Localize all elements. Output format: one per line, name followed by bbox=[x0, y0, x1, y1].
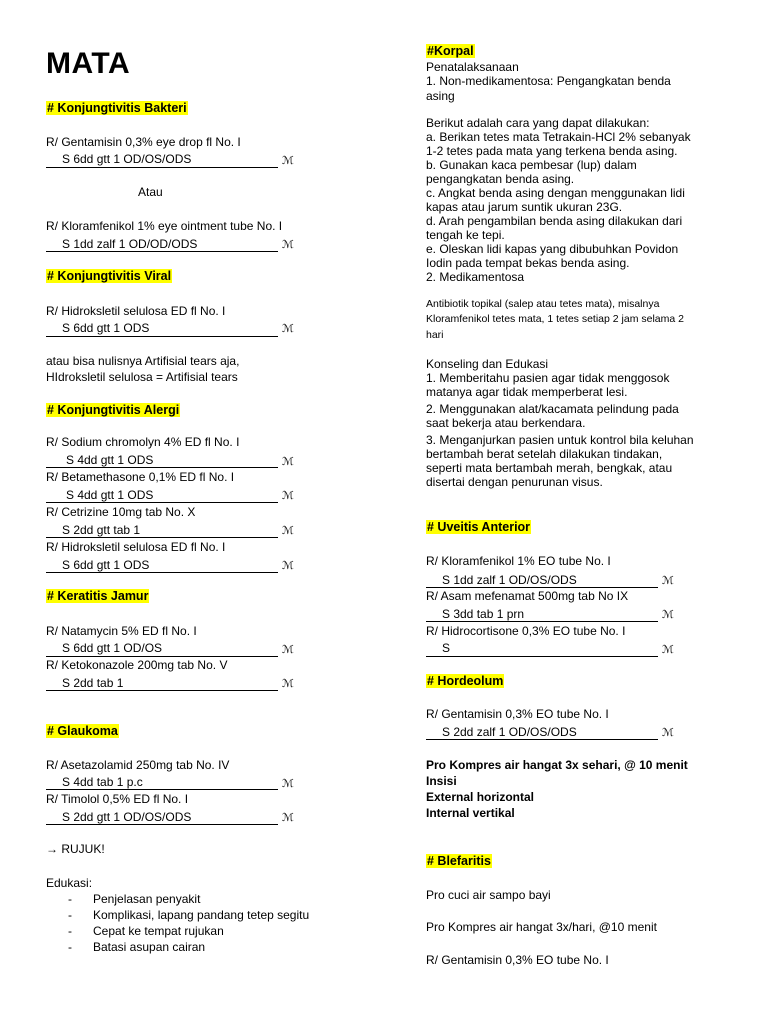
konseling-text: matanya agar tidak memperberat lesi. bbox=[426, 385, 628, 399]
signature-mark-icon: ℳ bbox=[662, 575, 674, 587]
pro-line: Pro cuci air sampo bayi bbox=[426, 888, 551, 902]
signa-underline bbox=[46, 824, 278, 825]
heading-uveitis-anterior: # Uveitis Anterior bbox=[427, 520, 531, 534]
signa-line: S 2dd zalf 1 OD/OS/ODS bbox=[442, 725, 577, 739]
edukasi-item: Penjelasan penyakit bbox=[93, 892, 201, 906]
rx-line: R/ Timolol 0,5% ED fl No. I bbox=[46, 792, 189, 806]
atau-text: Atau bbox=[138, 185, 163, 199]
heading-konjungtivitis-alergi: # Konjungtivitis Alergi bbox=[47, 403, 180, 417]
signature-mark-icon: ℳ bbox=[282, 778, 294, 790]
signature-mark-icon: ℳ bbox=[282, 678, 294, 690]
korpal-text: d. Arah pengambilan benda asing dilakukan dari bbox=[426, 214, 683, 228]
note-line: atau bisa nulisnya Artifisial tears aja, bbox=[46, 354, 240, 368]
signa-underline bbox=[46, 690, 278, 691]
korpal-text: kapas atau jarum suntik ukuran 23G. bbox=[426, 200, 623, 214]
edukasi-item: Batasi asupan cairan bbox=[93, 940, 206, 954]
korpal-text: Berikut adalah cara yang dapat dilakukan: bbox=[426, 116, 650, 130]
signa-line: S bbox=[442, 641, 451, 655]
konseling-text: 1. Memberitahu pasien agar tidak menggosok bbox=[426, 371, 670, 385]
edukasi-item: Komplikasi, lapang pandang tetep segitu bbox=[93, 908, 310, 922]
signa-underline bbox=[426, 739, 658, 740]
heading-blefaritis: # Blefaritis bbox=[427, 854, 491, 868]
signature-mark-icon: ℳ bbox=[282, 812, 294, 824]
signature-mark-icon: ℳ bbox=[282, 456, 294, 468]
signature-mark-icon: ℳ bbox=[282, 323, 294, 335]
konseling-text: Konseling dan Edukasi bbox=[426, 357, 549, 371]
signature-mark-icon: ℳ bbox=[662, 727, 674, 739]
signa-underline bbox=[46, 251, 278, 252]
rx-line: R/ Gentamisin 0,3% eye drop fl No. I bbox=[46, 135, 241, 149]
list-bullet: - bbox=[68, 908, 72, 922]
korpal-text: 1-2 tetes pada mata yang terkena benda asing. bbox=[426, 144, 678, 158]
pro-line: Pro Kompres air hangat 3x/hari, @10 menit bbox=[426, 920, 657, 934]
korpal-text: Penatalaksanaan bbox=[426, 60, 519, 74]
signa-line: S 4dd tab 1 p.c bbox=[62, 775, 143, 789]
insisi-text: Insisi bbox=[426, 774, 457, 788]
rx-line: R/ Asetazolamid 250mg tab No. IV bbox=[46, 758, 230, 772]
rujuk-line bbox=[46, 842, 105, 856]
edukasi-item: Cepat ke tempat rujukan bbox=[93, 924, 224, 938]
signature-mark-icon: ℳ bbox=[662, 644, 674, 656]
konseling-text: saat bekerja atau berkendara. bbox=[426, 416, 586, 430]
signa-line: S 6dd gtt 1 ODS bbox=[62, 558, 150, 572]
korpal-text: c. Angkat benda asing dengan menggunakan lidi bbox=[426, 186, 685, 200]
korpal-text: asing bbox=[426, 89, 455, 103]
rx-line: R/ Hidroksletil selulosa ED fl No. I bbox=[46, 304, 226, 318]
signa-line: S 6dd gtt 1 OD/OS/ODS bbox=[62, 152, 192, 166]
korpal-text: pengangkatan benda asing. bbox=[426, 172, 575, 186]
korpal-text: b. Gunakan kaca pembesar (lup) dalam bbox=[426, 158, 637, 172]
antibiotik-text: Kloramfenikol tetes mata, 1 tetes setiap 2 jam selama 2 bbox=[426, 313, 684, 325]
rx-line: R/ Hidrocortisone 0,3% EO tube No. I bbox=[426, 624, 626, 638]
signa-underline bbox=[46, 167, 278, 168]
edukasi-label: Edukasi: bbox=[46, 876, 93, 890]
signature-mark-icon: ℳ bbox=[282, 490, 294, 502]
korpal-text: a. Berikan tetes mata Tetrakain-HCl 2% sebanyak bbox=[426, 130, 691, 144]
rx-line: R/ Sodium chromolyn 4% ED fl No. I bbox=[46, 435, 240, 449]
konseling-text: 2. Menggunakan alat/kacamata pelindung pada bbox=[426, 402, 679, 416]
rx-line: R/ Gentamisin 0,3% EO tube No. I bbox=[426, 707, 609, 721]
signa-underline bbox=[46, 656, 278, 657]
rx-line: R/ Gentamisin 0,3% EO tube No. I bbox=[426, 953, 609, 967]
signa-underline bbox=[46, 467, 278, 468]
rujuk-text: RUJUK! bbox=[61, 842, 105, 856]
signa-line: S 6dd gtt 1 OD/OS bbox=[62, 641, 163, 655]
signa-line: S 2dd gtt tab 1 bbox=[62, 523, 141, 537]
korpal-text: tengah ke tepi. bbox=[426, 228, 505, 242]
rx-line: R/ Hidroksletil selulosa ED fl No. I bbox=[46, 540, 226, 554]
signature-mark-icon: ℳ bbox=[282, 155, 294, 167]
konseling-text: 3. Menganjurkan pasien untuk kontrol bila keluhan bbox=[426, 433, 694, 447]
rx-line: R/ Natamycin 5% ED fl No. I bbox=[46, 624, 197, 638]
heading-konjungtivitis-bakteri: # Konjungtivitis Bakteri bbox=[47, 101, 187, 115]
signature-mark-icon: ℳ bbox=[282, 239, 294, 251]
signa-line: S 4dd gtt 1 ODS bbox=[66, 453, 154, 467]
antibiotik-text: hari bbox=[426, 329, 444, 341]
heading-hordeolum: # Hordeolum bbox=[427, 674, 504, 688]
signa-line: S 6dd gtt 1 ODS bbox=[62, 321, 150, 335]
rx-line: R/ Kloramfenikol 1% eye ointment tube No. I bbox=[46, 219, 283, 233]
list-bullet: - bbox=[68, 924, 72, 938]
signa-line: S 2dd tab 1 bbox=[62, 676, 124, 690]
insisi-external-text: External horizontal bbox=[426, 790, 535, 804]
rx-line: R/ Betamethasone 0,1% ED fl No. I bbox=[46, 470, 235, 484]
signa-underline bbox=[46, 537, 278, 538]
signa-line: S 2dd gtt 1 OD/OS/ODS bbox=[62, 810, 192, 824]
arrow-right-icon: → bbox=[46, 842, 58, 856]
rx-line: R/ Kloramfenikol 1% EO tube No. I bbox=[426, 554, 611, 568]
pro-line: Pro Kompres air hangat 3x sehari, @ 10 menit bbox=[426, 758, 688, 772]
konseling-text: seperti mata bertambah merah, bengkak, atau bbox=[426, 461, 673, 475]
korpal-text: 1. Non-medikamentosa: Pengangkatan benda bbox=[426, 74, 671, 88]
signa-underline bbox=[46, 572, 278, 573]
rx-line: R/ Ketokonazole 200mg tab No. V bbox=[46, 658, 228, 672]
signa-underline bbox=[426, 656, 658, 657]
korpal-text: 2. Medikamentosa bbox=[426, 270, 525, 284]
heading-korpal: #Korpal bbox=[427, 44, 474, 58]
konseling-text: bertambah berat setelah dilakukan tindakan, bbox=[426, 447, 663, 461]
signature-mark-icon: ℳ bbox=[282, 525, 294, 537]
signa-line: S 3dd tab 1 prn bbox=[442, 607, 525, 621]
heading-glaukoma: # Glaukoma bbox=[47, 724, 118, 738]
korpal-text: e. Oleskan lidi kapas yang dibubuhkan Povidon bbox=[426, 242, 679, 256]
signa-underline bbox=[46, 336, 278, 337]
signa-underline bbox=[46, 502, 278, 503]
rx-line: R/ Cetrizine 10mg tab No. X bbox=[46, 505, 196, 519]
list-bullet: - bbox=[68, 940, 72, 954]
signa-underline bbox=[46, 789, 278, 790]
signa-line: S 4dd gtt 1 ODS bbox=[66, 488, 154, 502]
note-line: HIdroksletil selulosa = Artifisial tears bbox=[46, 370, 238, 384]
signa-line: S 1dd zalf 1 OD/OS/ODS bbox=[442, 573, 577, 587]
konseling-text: disertai dengan penurunan visus. bbox=[426, 475, 603, 489]
signa-underline bbox=[426, 621, 658, 622]
signa-underline bbox=[426, 587, 658, 588]
signature-mark-icon: ℳ bbox=[282, 644, 294, 656]
korpal-text: Iodin pada tempat bekas benda asing. bbox=[426, 256, 630, 270]
signa-line: S 1dd zalf 1 OD/OD/ODS bbox=[62, 237, 198, 251]
signature-mark-icon: ℳ bbox=[282, 560, 294, 572]
rx-line: R/ Asam mefenamat 500mg tab No IX bbox=[426, 589, 629, 603]
antibiotik-text: Antibiotik topikal (salep atau tetes mata), misalnya bbox=[426, 298, 660, 310]
heading-keratitis-jamur: # Keratitis Jamur bbox=[47, 589, 149, 603]
list-bullet: - bbox=[68, 892, 72, 906]
heading-konjungtivitis-viral: # Konjungtivitis Viral bbox=[47, 269, 172, 283]
insisi-internal-text: Internal vertikal bbox=[426, 806, 515, 820]
signature-mark-icon: ℳ bbox=[662, 609, 674, 621]
page-title: MATA bbox=[46, 47, 131, 80]
